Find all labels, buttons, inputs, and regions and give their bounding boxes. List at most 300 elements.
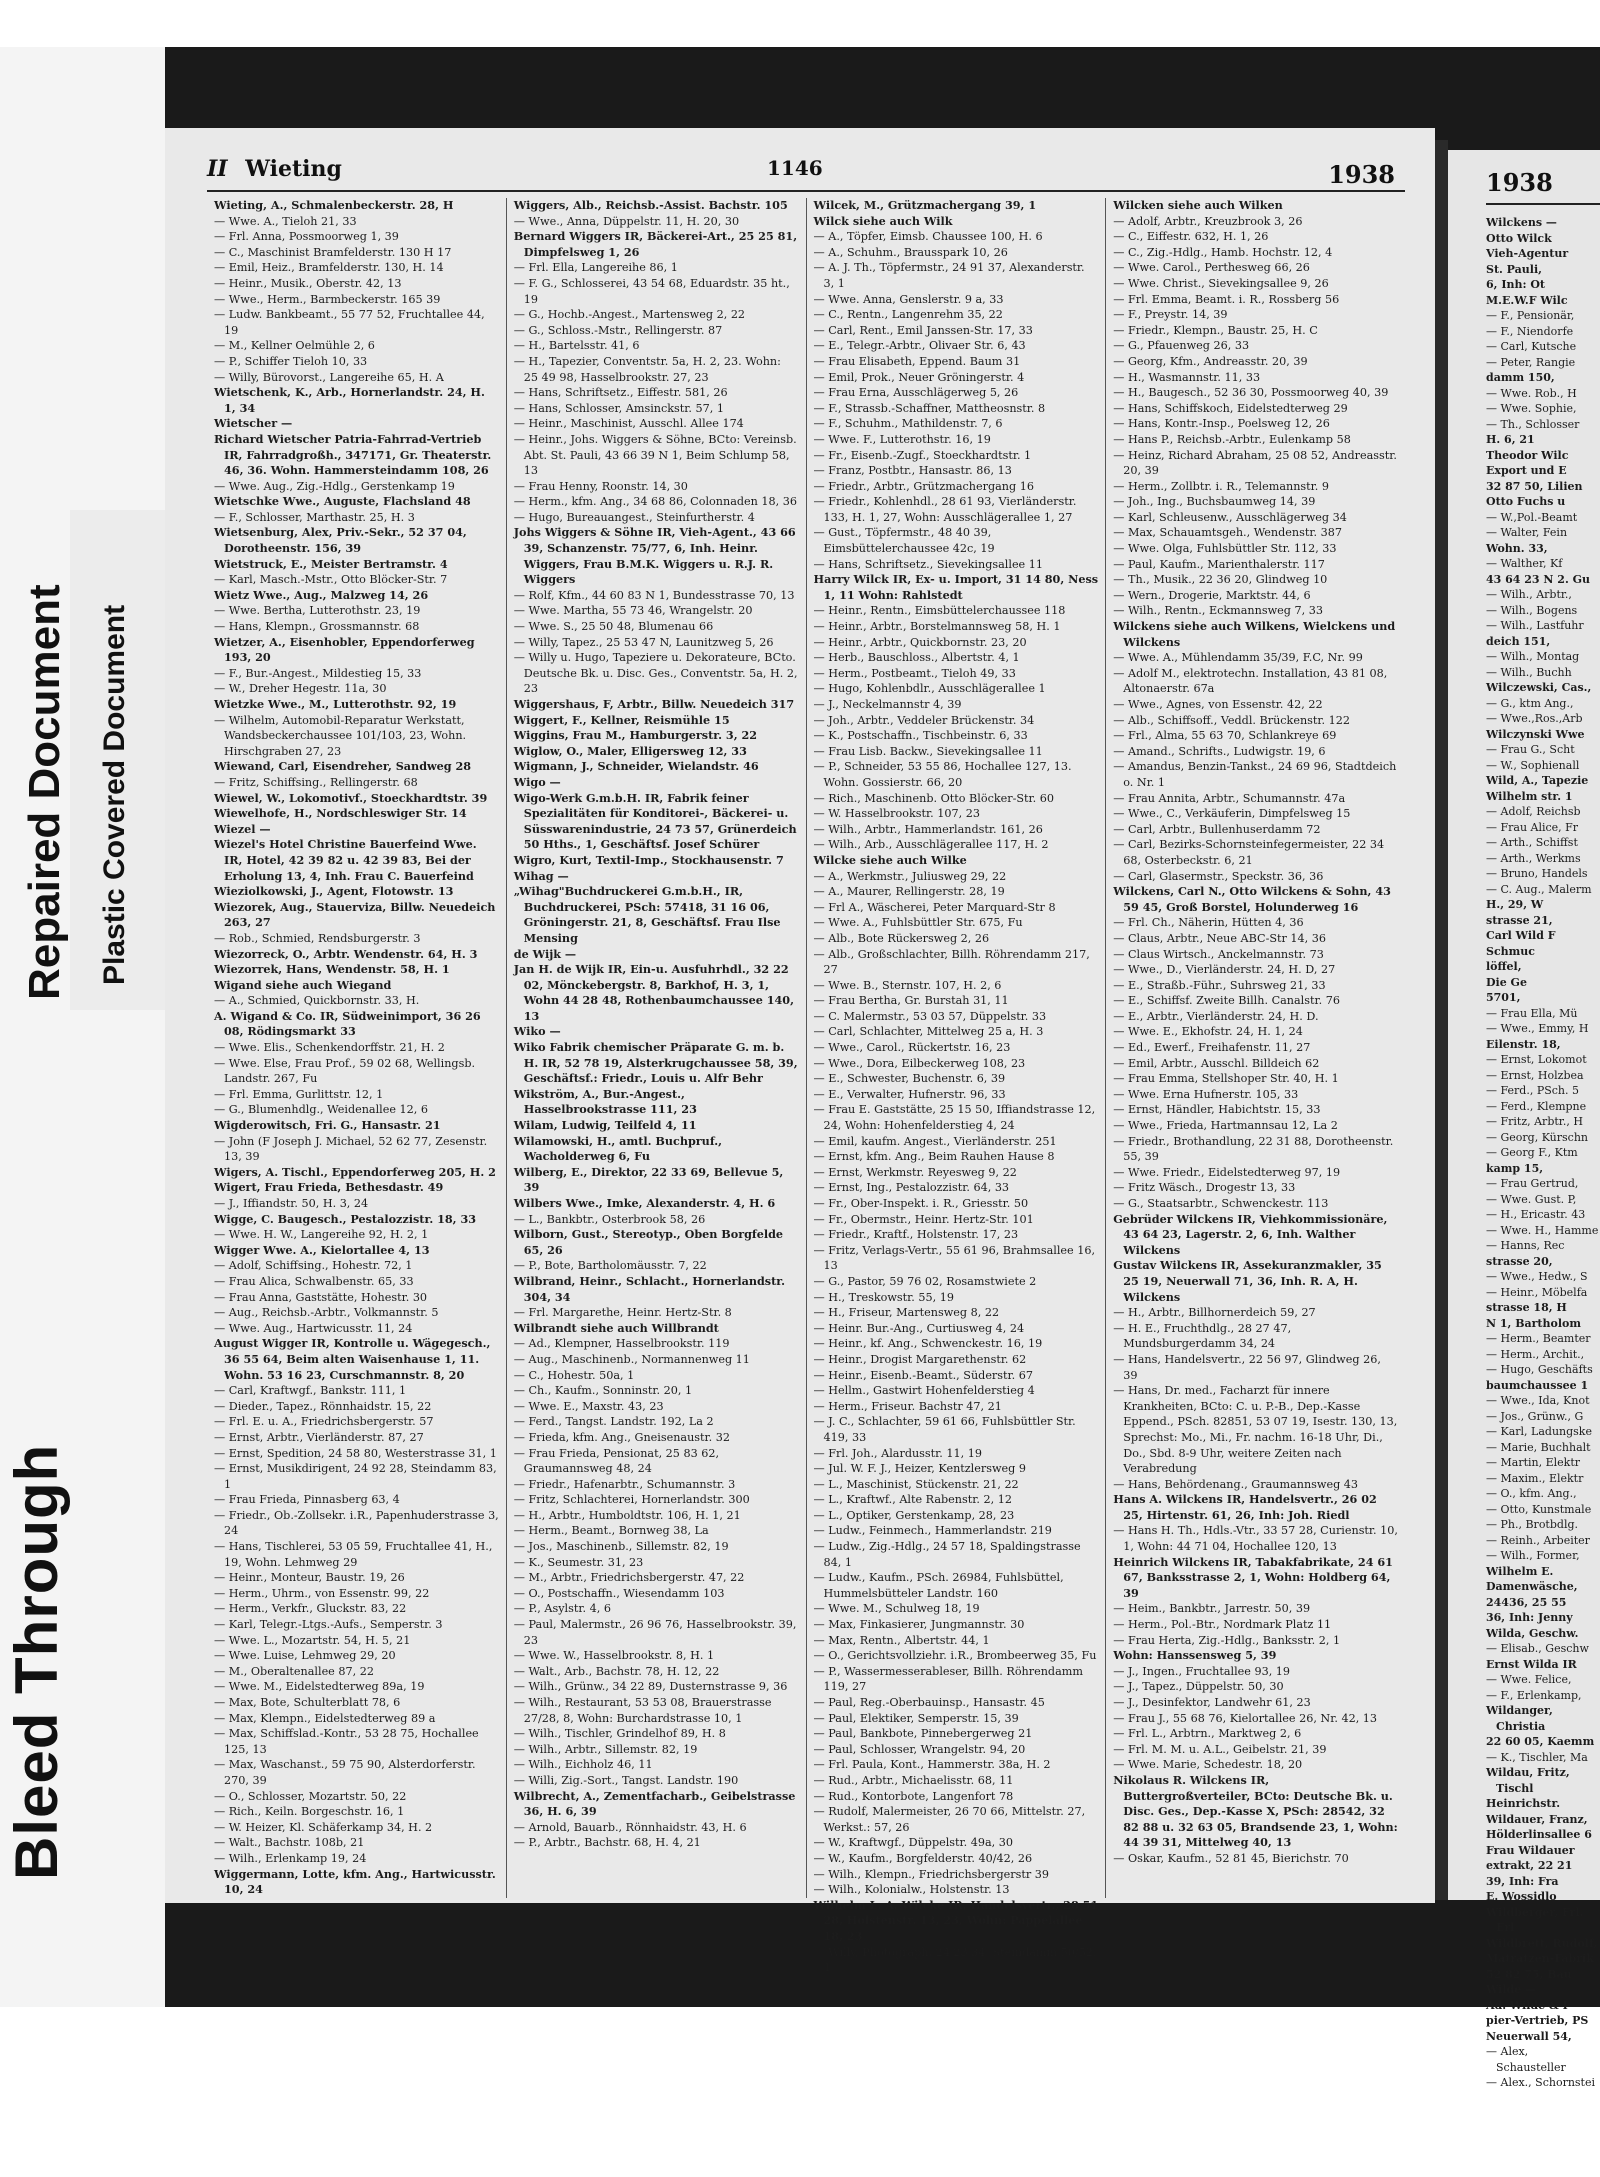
directory-entry: — F., Bur.-Angest., Mildestieg 15, 33 bbox=[214, 666, 422, 680]
adjacent-entry: 6, Inh: Ot bbox=[1486, 278, 1546, 291]
directory-entry: — Rich., Maschinenb. Otto Blöcker-Str. 60 bbox=[813, 791, 1055, 805]
adjacent-entry: H., 29, W bbox=[1486, 898, 1544, 911]
directory-entry: — Rich., Keiln. Borgeschstr. 16, 1 bbox=[214, 1805, 405, 1819]
directory-entry: — J., Iffiandstr. 50, H. 3, 24 bbox=[214, 1197, 369, 1210]
directory-entry: — Heinr., Eisenb.-Beamt., Süderstr. 67 bbox=[813, 1368, 1033, 1382]
directory-entry: Wiko — bbox=[513, 1024, 561, 1039]
directory-entry: — Emil, kaufm. Angest., Vierländerstr. 251 bbox=[813, 1134, 1057, 1148]
directory-entry: — W., Kraftwgf., Düppelstr. 49a, 30 bbox=[813, 1836, 1014, 1850]
adjacent-entry: — Wilh., Former, bbox=[1486, 1549, 1580, 1562]
directory-entry: — Max, Waschanst., 59 75 90, Alsterdorferstr. 270, 39 bbox=[214, 1758, 476, 1787]
adjacent-entry: — Karl, Ladungske bbox=[1486, 1425, 1592, 1438]
directory-entry: — Jul. W. F. J., Heizer, Kentzlersweg 9 bbox=[813, 1462, 1026, 1476]
directory-entry: Wiezel — bbox=[214, 821, 271, 836]
directory-entry: — Wwe. M., Eidelstedterweg 89a, 19 bbox=[214, 1680, 425, 1694]
directory-entry: — Frl. Paula, Kont., Hammerstr. 38a, H. 2 bbox=[813, 1758, 1051, 1772]
directory-entry: Wigo-Werk G.m.b.H. IR, Fabrik feiner Spezialitäten für Konditorei-, Bäckerei- u. Süsswarenindustrie, 24 73 57, Grünerdeich 50 Hths., 1, Geschäftsf. Josef Schürer bbox=[513, 790, 797, 852]
directory-entry: Wilcek, M., Grützmachergang 39, 1 bbox=[813, 198, 1037, 212]
directory-entry: — Adolf M., elektrotechn. Installation, 43 81 08, Altonaerstr. 67a bbox=[1113, 666, 1388, 696]
adjacent-entry: — Walter, Fein bbox=[1486, 526, 1568, 539]
adjacent-entry: — Wilh., Buchh bbox=[1486, 665, 1572, 679]
directory-entry: Wietzke Wwe., M., Lutterothstr. 92, 19 bbox=[214, 697, 457, 711]
directory-entry: — Emil, Prok., Neuer Gröningerstr. 4 bbox=[813, 370, 1025, 384]
head-keyword: Wieting bbox=[245, 156, 342, 182]
directory-entry: — Fr., Eisenb.-Zugf., Stoeckhardtstr. 1 bbox=[813, 448, 1032, 462]
directory-entry: — Wwe. Carol., Perthesweg 66, 26 bbox=[1113, 261, 1310, 275]
directory-entry: — Frl A., Wäscherei, Peter Marquard-Str 8 bbox=[813, 900, 1056, 914]
directory-entry: — Wwe. Else, Frau Prof., 59 02 68, Wellingsb. Landstr. 267, Fu bbox=[214, 1056, 476, 1086]
directory-entry: — Th., Musik., 22 36 20, Glindweg 10 bbox=[1113, 573, 1328, 587]
directory-entry: — Aug., Maschinenb., Normannenweg 11 bbox=[513, 1352, 750, 1366]
directory-entry: — Arnold, Bauarb., Rönnhaidstr. 43, H. 6 bbox=[513, 1820, 747, 1834]
directory-entry: — H., Tapezier, Conventstr. 5a, H. 2, 23. Wohn: 25 49 98, Hasselbrookstr. 27, 23 bbox=[513, 354, 781, 384]
directory-entry: — Hans, Schiffskoch, Eidelstedterweg 29 bbox=[1113, 401, 1348, 415]
adjacent-entry: Damenwäsche, bbox=[1486, 1580, 1578, 1593]
directory-entry: Wiezorreck, O., Arbtr. Wendenstr. 64, H. 3 bbox=[214, 946, 478, 961]
adjacent-entry: — Hugo, Geschäfts bbox=[1486, 1363, 1593, 1376]
adjacent-entry: — F., Niendorfe bbox=[1486, 324, 1574, 338]
adjacent-entry: Vieh-Agentur bbox=[1486, 247, 1569, 260]
directory-entry: — Paul, Malermstr., 26 96 76, Hasselbrookstr. 39, 23 bbox=[513, 1618, 797, 1647]
adjacent-entry: Hölderlinsallee 6 bbox=[1486, 1828, 1592, 1841]
directory-entry: — Hans H. Th., Hdls.-Vtr., 33 57 28, Curienstr. 10, 1, Wohn: 44 71 04, Hochallee 120, 13 bbox=[1113, 1524, 1398, 1554]
adjacent-entry: — Ferd., PSch. 5 bbox=[1486, 1084, 1580, 1097]
directory-entry: — Wwe. Elis., Schenkendorffstr. 21, H. 2 bbox=[214, 1041, 445, 1055]
directory-entry: — M., Kellner Oelmühle 2, 6 bbox=[214, 339, 375, 353]
directory-entry: Wigand siehe auch Wiegand bbox=[214, 977, 392, 992]
adjacent-entry: Wilhelm str. 1 bbox=[1486, 789, 1573, 803]
directory-entry: — Willy, Bürovorst., Langereihe 65, H. A bbox=[214, 370, 444, 384]
directory-entry: — Hans, Behördenang., Graumannsweg 43 bbox=[1113, 1477, 1359, 1491]
directory-entry: — A., Schmied, Quickbornstr. 33, H. bbox=[214, 994, 420, 1008]
directory-entry: — Hans, Klempn., Grossmannstr. 68 bbox=[214, 620, 420, 634]
directory-entry: Wilbers Wwe., Imke, Alexanderstr. 4, H. 6 bbox=[513, 1196, 776, 1210]
directory-entry: — Ernst, Händler, Habichtstr. 15, 33 bbox=[1113, 1103, 1321, 1117]
directory-entry: — Frau Herta, Zig.-Hdlg., Banksstr. 2, 1 bbox=[1113, 1633, 1341, 1647]
directory-entry: — Friedr., Kohlenhdl., 28 61 93, Vierländerstr. 133, H. 1, 27, Wohn: Ausschlägerallee 1, 27 bbox=[813, 495, 1077, 524]
adjacent-entry: — Walther, Kf bbox=[1486, 557, 1563, 570]
adjacent-entry: — Wwe.,Ros.,Arb bbox=[1486, 712, 1583, 725]
directory-entry: — Heinr., kf. Ang., Schwenckestr. 16, 19 bbox=[813, 1337, 1043, 1351]
directory-entry: — Wilh., Restaurant, 53 53 08, Brauerstrasse 27/28, 8, Wohn: Burchardstrasse 10, 1 bbox=[513, 1696, 772, 1725]
directory-entry: Wiggins, Frau M., Hamburgerstr. 3, 22 bbox=[513, 728, 758, 743]
directory-entry: Wigert, Frau Frieda, Bethesdastr. 49 bbox=[214, 1180, 444, 1195]
directory-entry: Wietschke Wwe., Auguste, Flachsland 48 bbox=[214, 494, 471, 509]
directory-entry: — Ludw., Kaufm., PSch. 26984, Fuhlsbüttel, Hummelsbütteler Landstr. 160 bbox=[813, 1571, 1064, 1600]
adjacent-entry: — Wwe., Ida, Knot bbox=[1486, 1394, 1590, 1407]
adjacent-entry: Wildauer, Franz, bbox=[1486, 1812, 1588, 1826]
directory-entry: — Frl. Joh., Alardusstr. 11, 19 bbox=[813, 1446, 982, 1460]
adjacent-entry: Schmuc bbox=[1486, 944, 1535, 958]
directory-entry: — Ed., Ewerf., Freihafenstr. 11, 27 bbox=[1113, 1041, 1311, 1055]
directory-entry: — Ludw., Feinmech., Hammerlandstr. 219 bbox=[813, 1524, 1052, 1538]
directory-entry: Wiglow, O., Maler, Elligersweg 12, 33 bbox=[513, 743, 747, 758]
directory-entry: — E., Schiffsf. Zweite Billh. Canalstr. 76 bbox=[1113, 994, 1340, 1008]
directory-entry: — Paul, Reg.-Oberbauinsp., Hansastr. 45 bbox=[813, 1696, 1045, 1709]
directory-entry: — Frau Lisb. Backw., Sievekingsallee 11 bbox=[813, 744, 1043, 758]
directory-entry: de Wijk — bbox=[513, 946, 577, 961]
adjacent-entry: — O., kfm. Ang., bbox=[1486, 1487, 1577, 1500]
directory-entry: — C., Hohestr. 50a, 1 bbox=[513, 1368, 635, 1382]
directory-entry: — Hans, Dr. med., Facharzt für innere Krankheiten, BCto: C. u. P.-B., Dep.-Kasse Eppend., PSch. 82851, 53 07 19, Isestr. 130, 13, Sprechst: Mo., Mi., Fr. nachm. 16-18 Uhr, Di., Do., Sbd. 8-9 Uhr, weitere Zeiten nach Verabredung bbox=[1113, 1384, 1398, 1476]
directory-entry: — Wwe. E., Ekhofstr. 24, H. 1, 24 bbox=[1113, 1025, 1303, 1039]
directory-entry: — Joh., Arbtr., Veddeler Brückenstr. 34 bbox=[813, 713, 1035, 727]
label-plastic-covered: Plastic Covered Document bbox=[98, 604, 131, 985]
adjacent-entry: 5701, bbox=[1486, 991, 1521, 1004]
directory-entry: — Fritz, Schiffsing., Rellingerstr. 68 bbox=[214, 775, 418, 789]
directory-entry: — Wwe., Dora, Eilbeckerweg 108, 23 bbox=[813, 1056, 1026, 1070]
directory-entry: Wilberg, E., Direktor, 22 33 69, Bellevue 5, 39 bbox=[513, 1164, 784, 1195]
adjacent-entry: — Otto, Kunstmale bbox=[1486, 1502, 1592, 1516]
directory-entry: Wieting, A., Schmalenbeckerstr. 28, H bbox=[214, 198, 454, 212]
adjacent-entry: — Wwe. H., Hamme bbox=[1486, 1223, 1599, 1237]
directory-entry: Gebrüder Wilckens IR, Viehkommissionäre, 43 64 23, Lagerstr. 2, 6, Inh. Walther Wilckens bbox=[1113, 1211, 1388, 1257]
adjacent-entry: — Adolf, Reichsb bbox=[1486, 805, 1581, 818]
directory-entry: — Frau Frieda, Pensionat, 25 83 62, Graumannsweg 48, 24 bbox=[513, 1446, 720, 1476]
directory-entry: Wiggermann, Lotte, kfm. Ang., Hartwicusstr. 10, 24 bbox=[214, 1866, 496, 1897]
directory-entry: — Heinr., Rentn., Eimsbüttelerchaussee 118 bbox=[813, 604, 1066, 618]
directory-entry: — Wilh., Erlenkamp 19, 24 bbox=[214, 1851, 367, 1865]
adjacent-entry: strasse 18, H bbox=[1486, 1301, 1567, 1314]
adjacent-entry: — F., Pensionär, bbox=[1486, 309, 1575, 322]
directory-entry: — L., Optiker, Gerstenkamp, 28, 23 bbox=[813, 1508, 1015, 1522]
adjacent-entry: — G., ktm Ang., bbox=[1486, 696, 1574, 710]
adjacent-entry: — Wwe. Rob., H bbox=[1486, 386, 1577, 400]
directory-entry: Wietsenburg, Alex, Priv.-Sekr., 52 37 04, Dorotheenstr. 156, 39 bbox=[214, 525, 467, 556]
directory-entry: — Wwe. Aug., Zig.-Hdlg., Gerstenkamp 19 bbox=[214, 479, 455, 493]
adjacent-entry: Wildanger, Christia bbox=[1486, 1704, 1553, 1733]
directory-entry: — Oskar, Kaufm., 52 81 45, Bierichstr. 70 bbox=[1113, 1851, 1349, 1865]
directory-entry: — Hans, Schlosser, Amsinckstr. 57, 1 bbox=[513, 401, 724, 415]
adjacent-entry: 32 87 50, Lilien bbox=[1486, 479, 1583, 493]
directory-entry: — Herm., Friseur. Bachstr 47, 21 bbox=[813, 1399, 1002, 1413]
directory-entry: — Ludw., Zig.-Hdlg., 24 57 18, Spaldingstrasse 84, 1 bbox=[813, 1540, 1081, 1569]
directory-entry: Wiewand, Carl, Eisendreher, Sandweg 28 bbox=[214, 759, 472, 774]
directory-entry: — Max, Finkasierer, Jungmannstr. 30 bbox=[813, 1618, 1025, 1632]
directory-entry: — C., Zig.-Hdlg., Hamb. Hochstr. 12, 4 bbox=[1113, 245, 1333, 259]
directory-entry: — Frau Alica, Schwalbenstr. 65, 33 bbox=[214, 1274, 414, 1288]
adjacent-entry: deich 151, bbox=[1486, 634, 1551, 648]
adjacent-entry: — Ernst, Lokomot bbox=[1486, 1053, 1587, 1066]
directory-entry: — W., Kaufm., Borgfelderstr. 40/42, 26 bbox=[813, 1851, 1033, 1865]
directory-entry: — Amand., Schrifts., Ludwigstr. 19, 6 bbox=[1113, 744, 1326, 758]
directory-entry: Wilcke siehe auch Wilke bbox=[813, 852, 967, 867]
directory-entry: — Friedr., Ob.-Zollsekr. i.R., Papenhuderstrasse 3, 24 bbox=[214, 1508, 499, 1538]
directory-entry: — Ernst, Spedition, 24 58 80, Westerstrasse 31, 1 bbox=[214, 1446, 497, 1460]
directory-entry: — F., Preystr. 14, 39 bbox=[1113, 308, 1228, 322]
directory-entry: — Wwe. A., Tieloh 21, 33 bbox=[214, 214, 357, 228]
directory-entry: — J., Desinfektor, Landwehr 61, 23 bbox=[1113, 1696, 1311, 1709]
adjacent-entry: M.E.W.F Wilc bbox=[1486, 293, 1568, 307]
directory-entry: Wigro, Kurt, Textil-Imp., Stockhausenstr. 7 bbox=[513, 852, 784, 867]
adjacent-entry: — Bruno, Handels bbox=[1486, 867, 1588, 880]
directory-entry: Wihag — bbox=[513, 868, 569, 883]
directory-entry: — O., Gerichtsvollziehr. i.R., Brombeerweg 35, Fu bbox=[813, 1649, 1097, 1663]
directory-entry: — Herm., Zollbtr. i. R., Telemannstr. 9 bbox=[1113, 479, 1330, 493]
adjacent-entry: — Ernst, Holzbea bbox=[1486, 1068, 1584, 1082]
directory-entry: — Wilh., Klempn., Friedrichsbergerstr 39 bbox=[813, 1867, 1050, 1881]
directory-entry: — A., Schuhm., Brausspark 10, 26 bbox=[813, 245, 1008, 259]
directory-entry: Wilhelm L. A. Wilcke IR, Handelsvertr., 28 51 28, Holstenstr. 13, 23, Wohn: Pappelallee 18, 23 bbox=[813, 1897, 1099, 1943]
directory-entry: Wiggers, Alb., Reichsb.-Assist. Bachstr. 105 bbox=[513, 198, 788, 212]
directory-entry: — Ernst, Arbtr., Vierländerstr. 87, 27 bbox=[214, 1430, 424, 1444]
directory-entry: — L., Maschinist, Stückenstr. 21, 22 bbox=[813, 1477, 1019, 1491]
directory-entry: — Friedr., Klempn., Baustr. 25, H. C bbox=[1113, 323, 1318, 337]
directory-entry: Wiezel's Hotel Christine Bauerfeind Wwe. IR, Hotel, 42 39 82 u. 42 39 83, Bei der Erholung 13, 4, Inh. Frau C. Bauerfeind bbox=[214, 837, 477, 883]
adjacent-entry: — Wwe. Gust. P, bbox=[1486, 1192, 1577, 1206]
directory-entry: Wietstruck, E., Meister Bertramstr. 4 bbox=[214, 556, 448, 571]
directory-entry: — O., Postschaffn., Wiesendamm 103 bbox=[513, 1586, 725, 1600]
directory-entry: Wilckens, Carl N., Otto Wilckens & Sohn, 43 59 45, Groß Borstel, Holunderweg 16 bbox=[1113, 884, 1391, 914]
directory-entry: — Wwe. Bertha, Lutterothstr. 23, 19 bbox=[214, 604, 421, 618]
directory-entry: — Frau Annita, Arbtr., Schumannstr. 47a bbox=[1113, 791, 1346, 805]
directory-entry: — Frau J., 55 68 76, Kielortallee 26, Nr. 42, 13 bbox=[1113, 1711, 1378, 1725]
directory-entry: — F. G., Schlosserei, 43 54 68, Eduardstr. 35 ht., 19 bbox=[513, 276, 790, 306]
adjacent-entry: — Maxim., Elektr bbox=[1486, 1471, 1584, 1485]
directory-entry: — Heinr., Johs. Wiggers & Söhne, BCto: Vereinsb. Abt. St. Pauli, 43 66 39 N 1, Beim Schlump 58, 13 bbox=[513, 432, 797, 478]
adjacent-entry: damm 150, bbox=[1486, 371, 1555, 384]
directory-entry: — Ferd., Tangst. Landstr. 192, La 2 bbox=[513, 1415, 714, 1429]
directory-entry: — Frl. E. u. A., Friedrichsbergerstr. 57 bbox=[214, 1415, 434, 1429]
adjacent-entry: — C. Aug., Malerm bbox=[1486, 882, 1592, 896]
directory-entry: — H., Arbtr., Billhornerdeich 59, 27 bbox=[1113, 1306, 1316, 1320]
adjacent-entry: — Arth., Werkms bbox=[1486, 851, 1581, 865]
adjacent-entry: 39, Inh: Fra bbox=[1486, 1874, 1559, 1888]
adjacent-entry: Die Ge bbox=[1486, 975, 1527, 989]
directory-entry: — Frau E. Gaststätte, 25 15 50, Iffiandstrasse 12, 24, Wohn: Hohenfelderstieg 4, 24 bbox=[813, 1103, 1096, 1133]
directory-entry: — Friedr., Arbtr., Grützmachergang 16 bbox=[813, 479, 1034, 493]
adjacent-entry: N 1, Bartholom bbox=[1486, 1316, 1581, 1330]
directory-entry: — Wwe. F., Lutterothstr. 16, 19 bbox=[813, 432, 991, 446]
adjacent-entry: — Martin, Elektr bbox=[1486, 1456, 1580, 1469]
adjacent-entry: — Wwe., Emmy, H bbox=[1486, 1022, 1589, 1035]
directory-entry: Wiezorrek, Hans, Wendenstr. 58, H. 1 bbox=[214, 962, 450, 977]
directory-entry: — Amandus, Benzin-Tankst., 24 69 96, Stadtdeich o. Nr. 1 bbox=[1113, 760, 1397, 789]
directory-entry: — Hans, Tischlerei, 53 05 59, Fruchtallee 41, H., 19, Wohn. Lehmweg 29 bbox=[214, 1540, 493, 1569]
directory-entry: — Wwe. B., Sternstr. 107, H. 2, 6 bbox=[813, 978, 1002, 992]
directory-entry: — Herm., kfm. Ang., 34 68 86, Colonnaden 18, 36 bbox=[513, 495, 797, 509]
directory-entry: — Frieda, kfm. Ang., Gneisenaustr. 32 bbox=[513, 1430, 730, 1444]
directory-entry: — Willy, Photograph, 24 23 34, Steindamm 50/52, 1 bbox=[813, 1945, 1097, 1975]
adjacent-entry: strasse 20, bbox=[1486, 1254, 1553, 1268]
column-1 bbox=[207, 198, 506, 1898]
directory-entry: Wiewelhofe, H., Nordschleswiger Str. 14 bbox=[214, 806, 467, 821]
adjacent-entry: — K., Tischler, Ma bbox=[1486, 1750, 1588, 1764]
directory-entry: Wigers, A. Tischl., Eppendorferweg 205, H. 2 bbox=[214, 1164, 496, 1179]
directory-entry: Wieziolkowski, J., Agent, Flotowstr. 13 bbox=[214, 884, 454, 899]
adjacent-entry: H. 6, 21 bbox=[1486, 433, 1535, 446]
directory-entry: — Wilh., Rentn., Eckmannsweg 7, 33 bbox=[1113, 604, 1323, 618]
directory-entry: Wilbrand, Heinr., Schlacht., Hornerlandstr. 304, 34 bbox=[513, 1273, 786, 1304]
directory-entry: — Paul, Elektiker, Semperstr. 15, 39 bbox=[813, 1711, 1019, 1725]
directory-entry: — C., Eiffestr. 632, H. 1, 26 bbox=[1113, 230, 1269, 244]
directory-entry: — Willy, Tapez., 25 53 47 N, Launitzweg 5, 26 bbox=[513, 635, 774, 649]
directory-entry: — Wern., Drogerie, Marktstr. 44, 6 bbox=[1113, 588, 1311, 602]
directory-entry: — Wwe., Carol., Rückertstr. 16, 23 bbox=[813, 1041, 1011, 1055]
directory-entry: — Wwe. H. W., Langereihe 92, H. 2, 1 bbox=[214, 1228, 429, 1242]
directory-entry: — A., Töpfer, Eimsb. Chaussee 100, H. 6 bbox=[813, 230, 1043, 244]
directory-entry: Wietscher — bbox=[214, 416, 293, 431]
adjacent-entry: strasse 21, bbox=[1486, 913, 1553, 927]
directory-entry: Wiko Fabrik chemischer Präparate G. m. b. H. IR, 52 78 19, Alsterkrugchaussee 58, 39, Geschäftsf.: Friedr., Louis u. Alfr Behr bbox=[513, 1040, 798, 1086]
adjacent-column bbox=[1486, 215, 1600, 2091]
adjacent-entry: Wild, A., Tapezie bbox=[1486, 774, 1589, 787]
directory-entry: — Paul, Schlosser, Wrangelstr. 94, 20 bbox=[813, 1742, 1026, 1756]
directory-entry: — Friedr., Kraftf., Holstenstr. 17, 23 bbox=[813, 1228, 1019, 1242]
directory-entry: — Ernst, Ing., Pestalozzistr. 64, 33 bbox=[813, 1181, 1010, 1195]
adjacent-entry: baumchaussee 1 bbox=[1486, 1378, 1589, 1392]
adjacent-entry: — F., Erlenkamp, bbox=[1486, 1688, 1582, 1702]
directory-entry: Wilckens siehe auch Wilkens, Wielckens und Wilckens bbox=[1113, 619, 1396, 649]
adjacent-entry: — Reinh., Arbeiter bbox=[1486, 1533, 1590, 1547]
directory-entry: — Karl, Schleusenw., Ausschlägerweg 34 bbox=[1113, 510, 1347, 524]
directory-entry: — Wwe. A., Fuhlsbüttler Str. 675, Fu bbox=[813, 916, 1023, 930]
directory-entry: Wietz Wwe., Aug., Malzweg 14, 26 bbox=[214, 587, 429, 602]
directory-entry: — Aug., Reichsb.-Arbtr., Volkmannstr. 5 bbox=[214, 1306, 439, 1320]
directory-entry: — Adolf, Schiffsing., Hohestr. 72, 1 bbox=[214, 1259, 413, 1273]
directory-entry: — Walt., Arb., Bachstr. 78, H. 12, 22 bbox=[513, 1664, 720, 1678]
directory-entry: — Carl, Kraftwgf., Bankstr. 111, 1 bbox=[214, 1384, 407, 1398]
directory-entry: Wigderowitsch, Fri. G., Hansastr. 21 bbox=[214, 1118, 441, 1133]
directory-entry: — Ch., Kaufm., Sonninstr. 20, 1 bbox=[513, 1384, 693, 1398]
adjacent-entry: Carl Wild F bbox=[1486, 929, 1556, 942]
directory-entry: — A., Maurer, Rellingerstr. 28, 19 bbox=[813, 885, 1005, 899]
directory-entry: — Wwe. Olga, Fuhlsbüttler Str. 112, 33 bbox=[1113, 542, 1337, 556]
adjacent-entry: Matratzen-Fabrik bbox=[1486, 1952, 1594, 1965]
adjacent-entry: 43 64 23 N 2. Gu bbox=[1486, 572, 1591, 586]
adjacent-entry: — Herm., Beamter bbox=[1486, 1332, 1591, 1345]
directory-entry: — Hans P., Reichsb.-Arbtr., Eulenkamp 58 bbox=[1113, 432, 1351, 446]
directory-entry: — E., Schwester, Buchenstr. 6, 39 bbox=[813, 1072, 1006, 1086]
directory-entry: — H., Baugesch., 52 36 30, Possmoorweg 40, 39 bbox=[1113, 386, 1389, 400]
adjacent-entry: pier-Vertrieb, PS bbox=[1486, 2014, 1589, 2027]
directory-entry: — Frl. Ch., Näherin, Hütten 4, 36 bbox=[1113, 916, 1304, 930]
adjacent-entry: 36, Inh: Jenny bbox=[1486, 1611, 1573, 1624]
directory-entry: Wietschenk, K., Arb., Hornerlandstr. 24, H. 1, 34 bbox=[214, 385, 485, 415]
directory-entry: — Friedr., Hafenarbtr., Schumannstr. 3 bbox=[513, 1477, 736, 1491]
adjacent-entry: Ad. Wilde & I bbox=[1486, 1998, 1568, 2012]
directory-entry: — Fritz, Schlachterei, Hornerlandstr. 300 bbox=[513, 1493, 750, 1507]
directory-entry: — Herm., Pol.-Btr., Nordmark Platz 11 bbox=[1113, 1618, 1332, 1632]
directory-entry: — Alb., Bote Rückersweg 2, 26 bbox=[813, 931, 990, 945]
running-head bbox=[207, 156, 342, 182]
directory-entry: — K., Seumestr. 31, 23 bbox=[513, 1555, 644, 1569]
directory-entry: — Heinr., Arbtr., Borstelmannsweg 58, H. 1 bbox=[813, 620, 1061, 634]
directory-entry: Bernard Wiggers IR, Bäckerei-Art., 25 25 81, Dimpfelsweg 1, 26 bbox=[513, 229, 798, 259]
directory-entry: — Wilh., Arbtr., Hammerlandstr. 161, 26 bbox=[813, 822, 1043, 836]
adjacent-entry: — H., Ericastr. 43 bbox=[1486, 1208, 1586, 1221]
directory-entry: — Frau Erna, Ausschlägerweg 5, 26 bbox=[813, 386, 1019, 400]
directory-entry: Wigo — bbox=[513, 774, 561, 789]
directory-entry: — G., Pastor, 59 76 02, Rosamstwiete 2 bbox=[813, 1274, 1037, 1288]
directory-entry: — Frl. Margarethe, Heinr. Hertz-Str. 8 bbox=[513, 1306, 732, 1320]
directory-entry: — Frau Anna, Gaststätte, Hohestr. 30 bbox=[214, 1290, 428, 1304]
directory-entry: — C., Maschinist Bramfelderstr. 130 H 17 bbox=[214, 245, 452, 259]
adjacent-entry: — Ferd., Klempne bbox=[1486, 1099, 1587, 1113]
directory-entry: Wilam, Ludwig, Teilfeld 4, 11 bbox=[513, 1118, 697, 1133]
directory-entry: — Alb., Großschlachter, Billh. Röhrendamm 217, 27 bbox=[813, 947, 1090, 977]
directory-entry: Wietzer, A., Eisenhobler, Eppendorferweg 193, 20 bbox=[214, 634, 475, 665]
directory-entry: — Wwe. S., 25 50 48, Blumenau 66 bbox=[513, 620, 714, 634]
adjacent-entry: Frau Wildauer bbox=[1486, 1843, 1575, 1857]
directory-entry: — Max, Bote, Schulterblatt 78, 6 bbox=[214, 1696, 401, 1709]
directory-entry: — H. E., Fruchthdlg., 28 27 47, Mundsburgerdamm 34, 24 bbox=[1113, 1321, 1292, 1351]
directory-entry: Wigge, C. Baugesch., Pestalozzistr. 18, 33 bbox=[214, 1211, 477, 1226]
directory-entry: — Wwe. Christ., Sievekingsallee 9, 26 bbox=[1113, 276, 1329, 290]
adjacent-entry: — Marie, Buchhalt bbox=[1486, 1440, 1591, 1454]
directory-entry: — W. Heizer, Kl. Schäferkamp 34, H. 2 bbox=[214, 1820, 433, 1834]
directory-entry: — Wilh., Kolonialw., Holstenstr. 13 bbox=[813, 1883, 1010, 1897]
directory-entry: August Wigger IR, Kontrolle u. Wägegesch., 36 55 64, Beim alten Waisenhause 1, 11. Wohn. 53 16 23, Curschmannstr. 8, 20 bbox=[214, 1336, 491, 1382]
directory-entry: Wikström, A., Bur.-Angest., Hasselbrookstrasse 111, 23 bbox=[513, 1086, 697, 1117]
directory-entry: — Wwe. W., Hasselbrookstr. 8, H. 1 bbox=[513, 1649, 715, 1663]
directory-entry: — Frl. M. M. u. A.L., Geibelstr. 21, 39 bbox=[1113, 1742, 1327, 1756]
label-repaired-document: Repaired Document bbox=[20, 584, 69, 1000]
adjacent-entry: E. Wossidlo bbox=[1486, 1890, 1557, 1903]
directory-entry: — P., Arbtr., Bachstr. 68, H. 4, 21 bbox=[513, 1836, 701, 1850]
directory-entry: — H., Arbtr., Humboldtstr. 106, H. 1, 21 bbox=[513, 1508, 741, 1522]
page-number: 1146 bbox=[767, 156, 823, 180]
adjacent-entry: Wildau, Fritz, Tischl bbox=[1486, 1766, 1570, 1795]
directory-entry: — J., Ingen., Fruchtallee 93, 19 bbox=[1113, 1664, 1291, 1678]
directory-entry: Wilcken siehe auch Wilken bbox=[1113, 198, 1283, 212]
directory-entry: Wigger Wwe. A., Kielortallee 4, 13 bbox=[214, 1242, 430, 1257]
adjacent-entry: — Frau Gertrud, bbox=[1486, 1177, 1579, 1190]
directory-entry: — Claus Wirtsch., Anckelmannstr. 73 bbox=[1113, 947, 1324, 961]
directory-entry: — G., Staatsarbtr., Schwenckestr. 113 bbox=[1113, 1197, 1329, 1210]
directory-entry: — Frau Bertha, Gr. Burstah 31, 11 bbox=[813, 994, 1009, 1008]
directory-entry: — Herm., Uhrm., von Essenstr. 99, 22 bbox=[214, 1586, 430, 1600]
directory-entry: Jan H. de Wijk IR, Ein-u. Ausfuhrhdl., 32 22 02, Mönckebergstr. 8, Barkhof, H. 3, 1, Wohn 44 28 48, Rothenbaumchaussee 140, 13 bbox=[513, 962, 794, 1023]
adjacent-entry: — Wilh., Bogens bbox=[1486, 603, 1578, 617]
adjacent-entry: — W.,Pol.-Beamt bbox=[1486, 510, 1578, 524]
directory-entry: — Wilhelm, Automobil-Reparatur Werkstatt, Wandsbeckerchaussee 101/103, 23, Wohn. Hirschgraben 27, 23 bbox=[214, 713, 467, 758]
adjacent-entry: 52 82 75, Bau bbox=[1486, 1967, 1572, 1981]
adjacent-entry: Ernst Wilda IR bbox=[1486, 1657, 1577, 1671]
directory-entry: — Fritz Wäsch., Drogestr 13, 33 bbox=[1113, 1181, 1296, 1195]
adjacent-entry: Theodor Wilc bbox=[1486, 448, 1569, 462]
adjacent-entry: — Frau Alice, Fr bbox=[1486, 820, 1579, 834]
directory-entry: A. Wigand & Co. IR, Südweinimport, 36 26 08, Rödingsmarkt 33 bbox=[214, 1008, 481, 1039]
directory-entry: — Heinr., Arbtr., Quickbornstr. 23, 20 bbox=[813, 635, 1027, 649]
directory-entry: — O., Schlosser, Mozartstr. 50, 22 bbox=[214, 1789, 407, 1803]
directory-entry: — G., Pfauenweg 26, 33 bbox=[1113, 339, 1250, 353]
adjacent-entry: Wildberger, Frl. Erl bbox=[1486, 1905, 1584, 1934]
adjacent-entry: — Frau Ella, Mü bbox=[1486, 1006, 1578, 1020]
directory-entry: — Ludw. Bankbeamt., 55 77 52, Fruchtallee 44, 19 bbox=[214, 308, 485, 337]
directory-entry: — Max, Klempn., Eidelstedterweg 89 a bbox=[214, 1711, 436, 1725]
directory-entry: — Paul, Kaufm., Marienthalerstr. 117 bbox=[1113, 557, 1325, 571]
adjacent-entry: — Th., Schlosser bbox=[1486, 417, 1580, 431]
directory-entry: — Karl, Masch.-Mstr., Otto Blöcker-Str. 7 bbox=[214, 573, 448, 587]
directory-entry: — Wwe. Friedr., Eidelstedterweg 97, 19 bbox=[1113, 1165, 1341, 1179]
directory-entry: — Ernst, Musikdirigent, 24 92 28, Steindamm 83, 1 bbox=[214, 1462, 497, 1491]
directory-entry: Johs Wiggers & Söhne IR, Vieh-Agent., 43 66 39, Schanzenstr. 75/77, 6, Inh. Heinr. Wiggers, Frau B.M.K. Wiggers u. R.J. R. Wiggers bbox=[513, 525, 796, 587]
directory-entry: — W. Hasselbrookstr. 107, 23 bbox=[813, 807, 980, 821]
adjacent-entry: Wilde — bbox=[1486, 1983, 1537, 1996]
directory-entry: — Herm., Beamt., Bornweg 38, La bbox=[513, 1524, 709, 1538]
directory-entry: Wilborn, Gust., Stereotyp., Oben Borgfelde 65, 26 bbox=[513, 1227, 784, 1257]
directory-entry: — Heinr., Maschinist, Ausschl. Allee 174 bbox=[513, 417, 744, 431]
directory-entry: — E., Arbtr., Vierländerstr. 24, H. D. bbox=[1113, 1009, 1319, 1023]
adjacent-year: 1938 bbox=[1486, 168, 1600, 205]
adjacent-entry: — Alex, Schausteller bbox=[1486, 2045, 1566, 2074]
adjacent-entry: — Hanns, Rec bbox=[1486, 1239, 1565, 1252]
directory-entry: — Hugo, Kohlenbdlr., Ausschlägerallee 1 bbox=[813, 682, 1046, 696]
adjacent-entry: Otto Fuchs u bbox=[1486, 495, 1566, 508]
directory-entry: — Herm., Postbeamt., Tieloh 49, 33 bbox=[813, 666, 1016, 680]
adjacent-entry: — Ph., Brotbdlg. bbox=[1486, 1518, 1578, 1531]
